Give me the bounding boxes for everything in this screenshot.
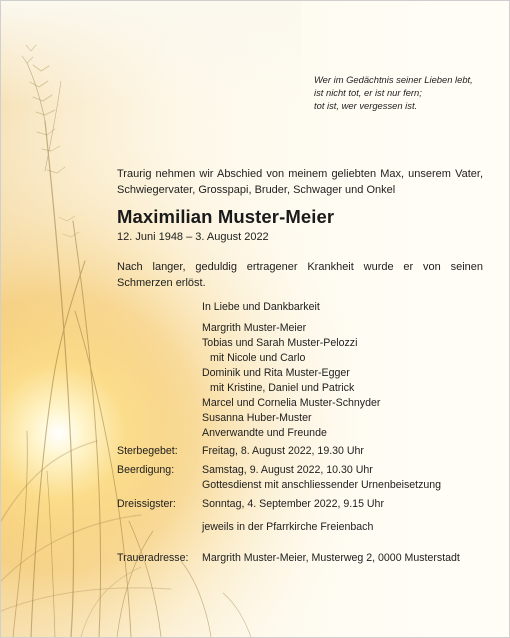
event-value: Freitag, 8. August 2022, 19.30 Uhr (202, 445, 364, 457)
mourner: mit Kristine, Daniel und Patrick (210, 382, 355, 394)
mourner: Susanna Huber-Muster (202, 412, 312, 424)
illness-paragraph: Nach langer, geduldig ertragener Krankheit wurde er von seinen Schmerzen erlöst. (117, 261, 483, 289)
event-location-text: jeweils in der Pfarrkirche Freienbach (202, 521, 374, 533)
event-value: Samstag, 9. August 2022, 10.30 Uhr (202, 464, 373, 476)
ceremony-schedule (117, 444, 460, 566)
mourner: Anverwandte und Freunde (202, 427, 327, 439)
event-note: Gottesdienst mit anschliessender Urnenbeisetzung (202, 479, 442, 491)
event-value: Sonntag, 4. September 2022, 9.15 Uhr (202, 498, 384, 510)
mourner: mit Nicole und Carlo (210, 352, 306, 364)
mourner: Tobias und Sarah Muster-Pelozzi (202, 337, 358, 349)
memorial-quote (314, 74, 499, 112)
event-row-thirtieth (117, 497, 460, 512)
mourning-address (117, 551, 460, 566)
quote-line: Wer im Gedächtnis seiner Lieben lebt, (314, 74, 473, 85)
quote-line: ist nicht tot, er ist nur fern; (314, 86, 422, 98)
event-label: Beerdigung: (117, 464, 175, 476)
mourners-list (202, 300, 380, 441)
deceased-name: Maximilian Muster-Meier (117, 206, 335, 227)
event-label: Sterbegebet: (117, 445, 178, 457)
life-dates: 12. Juni 1948 – 3. August 2022 (117, 231, 269, 243)
mourners-heading: In Liebe und Dankbarkeit (202, 301, 320, 313)
address-label: Traueradresse: (117, 552, 189, 564)
mourner: Dominik und Rita Muster-Egger (202, 367, 350, 379)
event-row-burial (117, 463, 460, 493)
event-label: Dreissigster: (117, 498, 176, 510)
mourner: Marcel und Cornelia Muster-Schnyder (202, 397, 381, 409)
event-location (117, 520, 460, 535)
intro-paragraph: Traurig nehmen wir Abschied von meinem geliebten Max, unserem Vater, Schwiegervater, Grosspapi, Bruder, Schwager und Onkel (117, 168, 483, 196)
quote-line: tot ist, wer vergessen ist. (314, 99, 418, 111)
address-value: Margrith Muster-Meier, Musterweg 2, 0000 Musterstadt (202, 552, 460, 564)
event-row-prayer (117, 444, 460, 459)
mourner: Margrith Muster-Meier (202, 322, 307, 334)
